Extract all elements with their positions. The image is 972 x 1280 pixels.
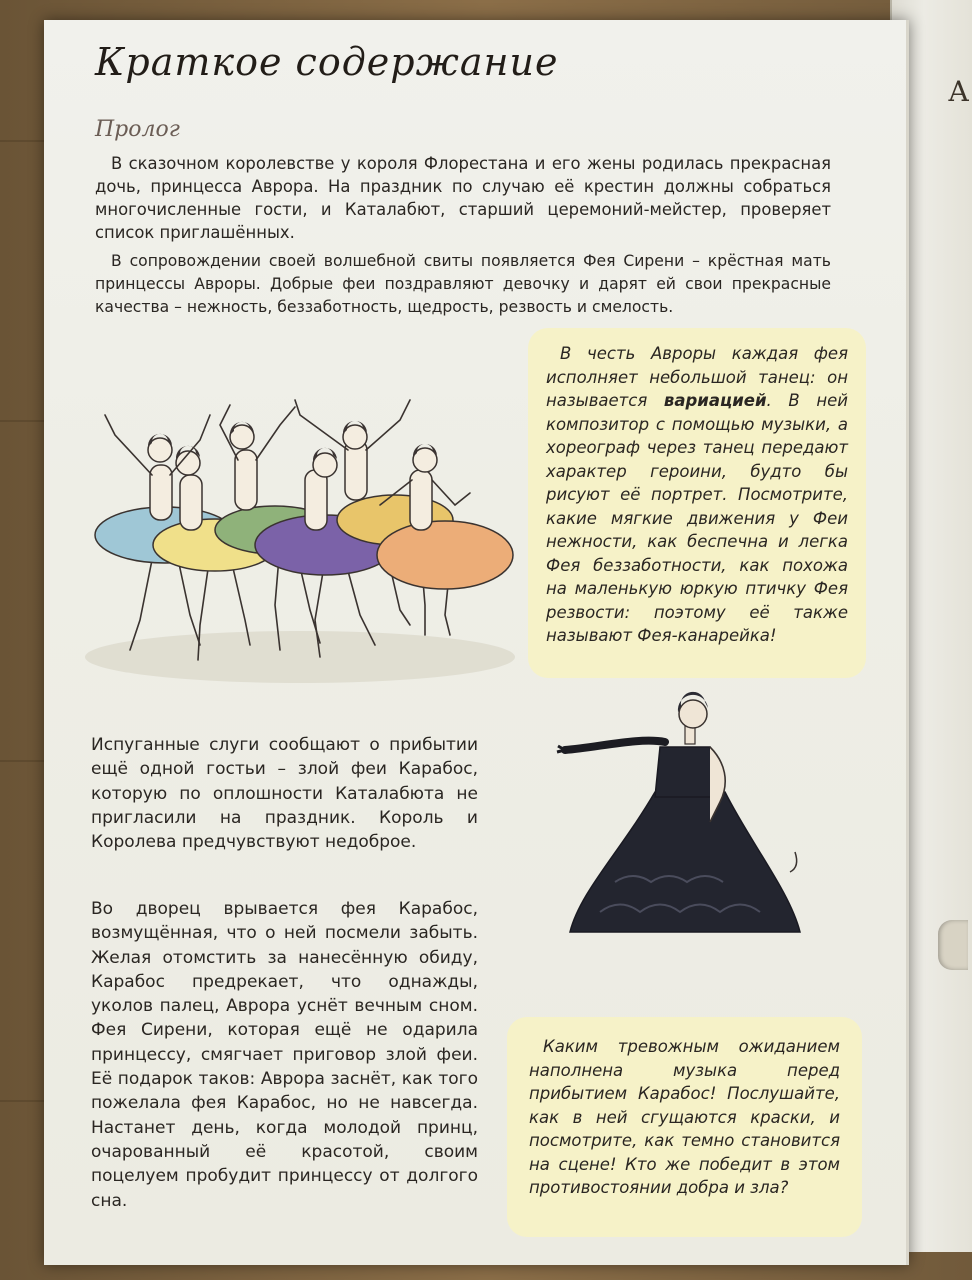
callout-variation-text-b: . В ней композитор с помощью музыки, а хореограф через танец передают характер героини, будто бы рисуют её портрет. Посмотрите, какие мягкие движения у Феи нежности, как беспечна и легка Фея беззаботности, как похожа на маленькую юркую птичку Фея резвости: поэтому её также называют Фея-канарейка! xyxy=(546,391,848,645)
callout-carabosse-music xyxy=(507,1017,862,1237)
paragraph-servants: Испуганные слуги сообщают о прибытии ещё одной гостьи – злой феи Карабос, которую по оплошности Каталабюта не пригласили на праздник. Король и Королева предчувствуют недоброе. xyxy=(91,735,478,853)
next-page-letter: А xyxy=(948,75,970,108)
term-variation: вариацией xyxy=(663,391,767,410)
carabosse-illustration xyxy=(560,692,810,944)
page-title: Краткое содержание xyxy=(95,40,559,84)
callout-carabosse-text: Каким тревожным ожиданием наполнена музыка перед прибытием Карабос! Послушайте, как в ней сгущаются краски, и посмотрите, как темно становится на сцене! Кто же победит в этом противостоянии добра и зла? xyxy=(529,1037,840,1197)
callout-variation xyxy=(528,328,866,678)
page-tab-notch xyxy=(938,920,968,970)
paragraph-lilac-fairy: В сопровождении своей волшебной свиты появляется Фея Сирени – крёстная мать принцессы Авроры. Добрые феи поздравляют девочку и дарят ей свои прекрасные качества – нежность, беззаботность, щедрость, резвость и смелость. xyxy=(95,252,831,316)
ballet-fairies-illustration xyxy=(80,395,525,685)
section-title: Пролог xyxy=(95,117,180,142)
callout-variation-text xyxy=(546,342,848,648)
paragraph-carabosse-curse: Во дворец врывается фея Карабос, возмущённая, что о ней посмели забыть. Желая отомстить за нанесённую обиду, Карабос предрекает, что однажды, уколов палец, Аврора уснёт вечным сном. Фея Сирени, которая ещё не одарила принцессу, смягчает приговор злой феи. Её подарок таков: Аврора заснёт, как того пожелала фея Карабос, но не навсегда. Настанет день, когда молодой принц, очарованный её красотой, своим поцелуем пробудит принцессу от долгого сна. xyxy=(91,899,478,1211)
paragraph-birth: В сказочном королевстве у короля Флорестана и его жены родилась прекрасная дочь, принцесса Аврора. На праздник по случаю её крестин должны собраться многочисленные гости, и Каталабют, старший церемоний-мейстер, проверяет список приглашённых. xyxy=(95,154,831,242)
callout-variation-text-a: В честь Авроры каждая фея исполняет небольшой танец: он называется xyxy=(546,344,848,410)
